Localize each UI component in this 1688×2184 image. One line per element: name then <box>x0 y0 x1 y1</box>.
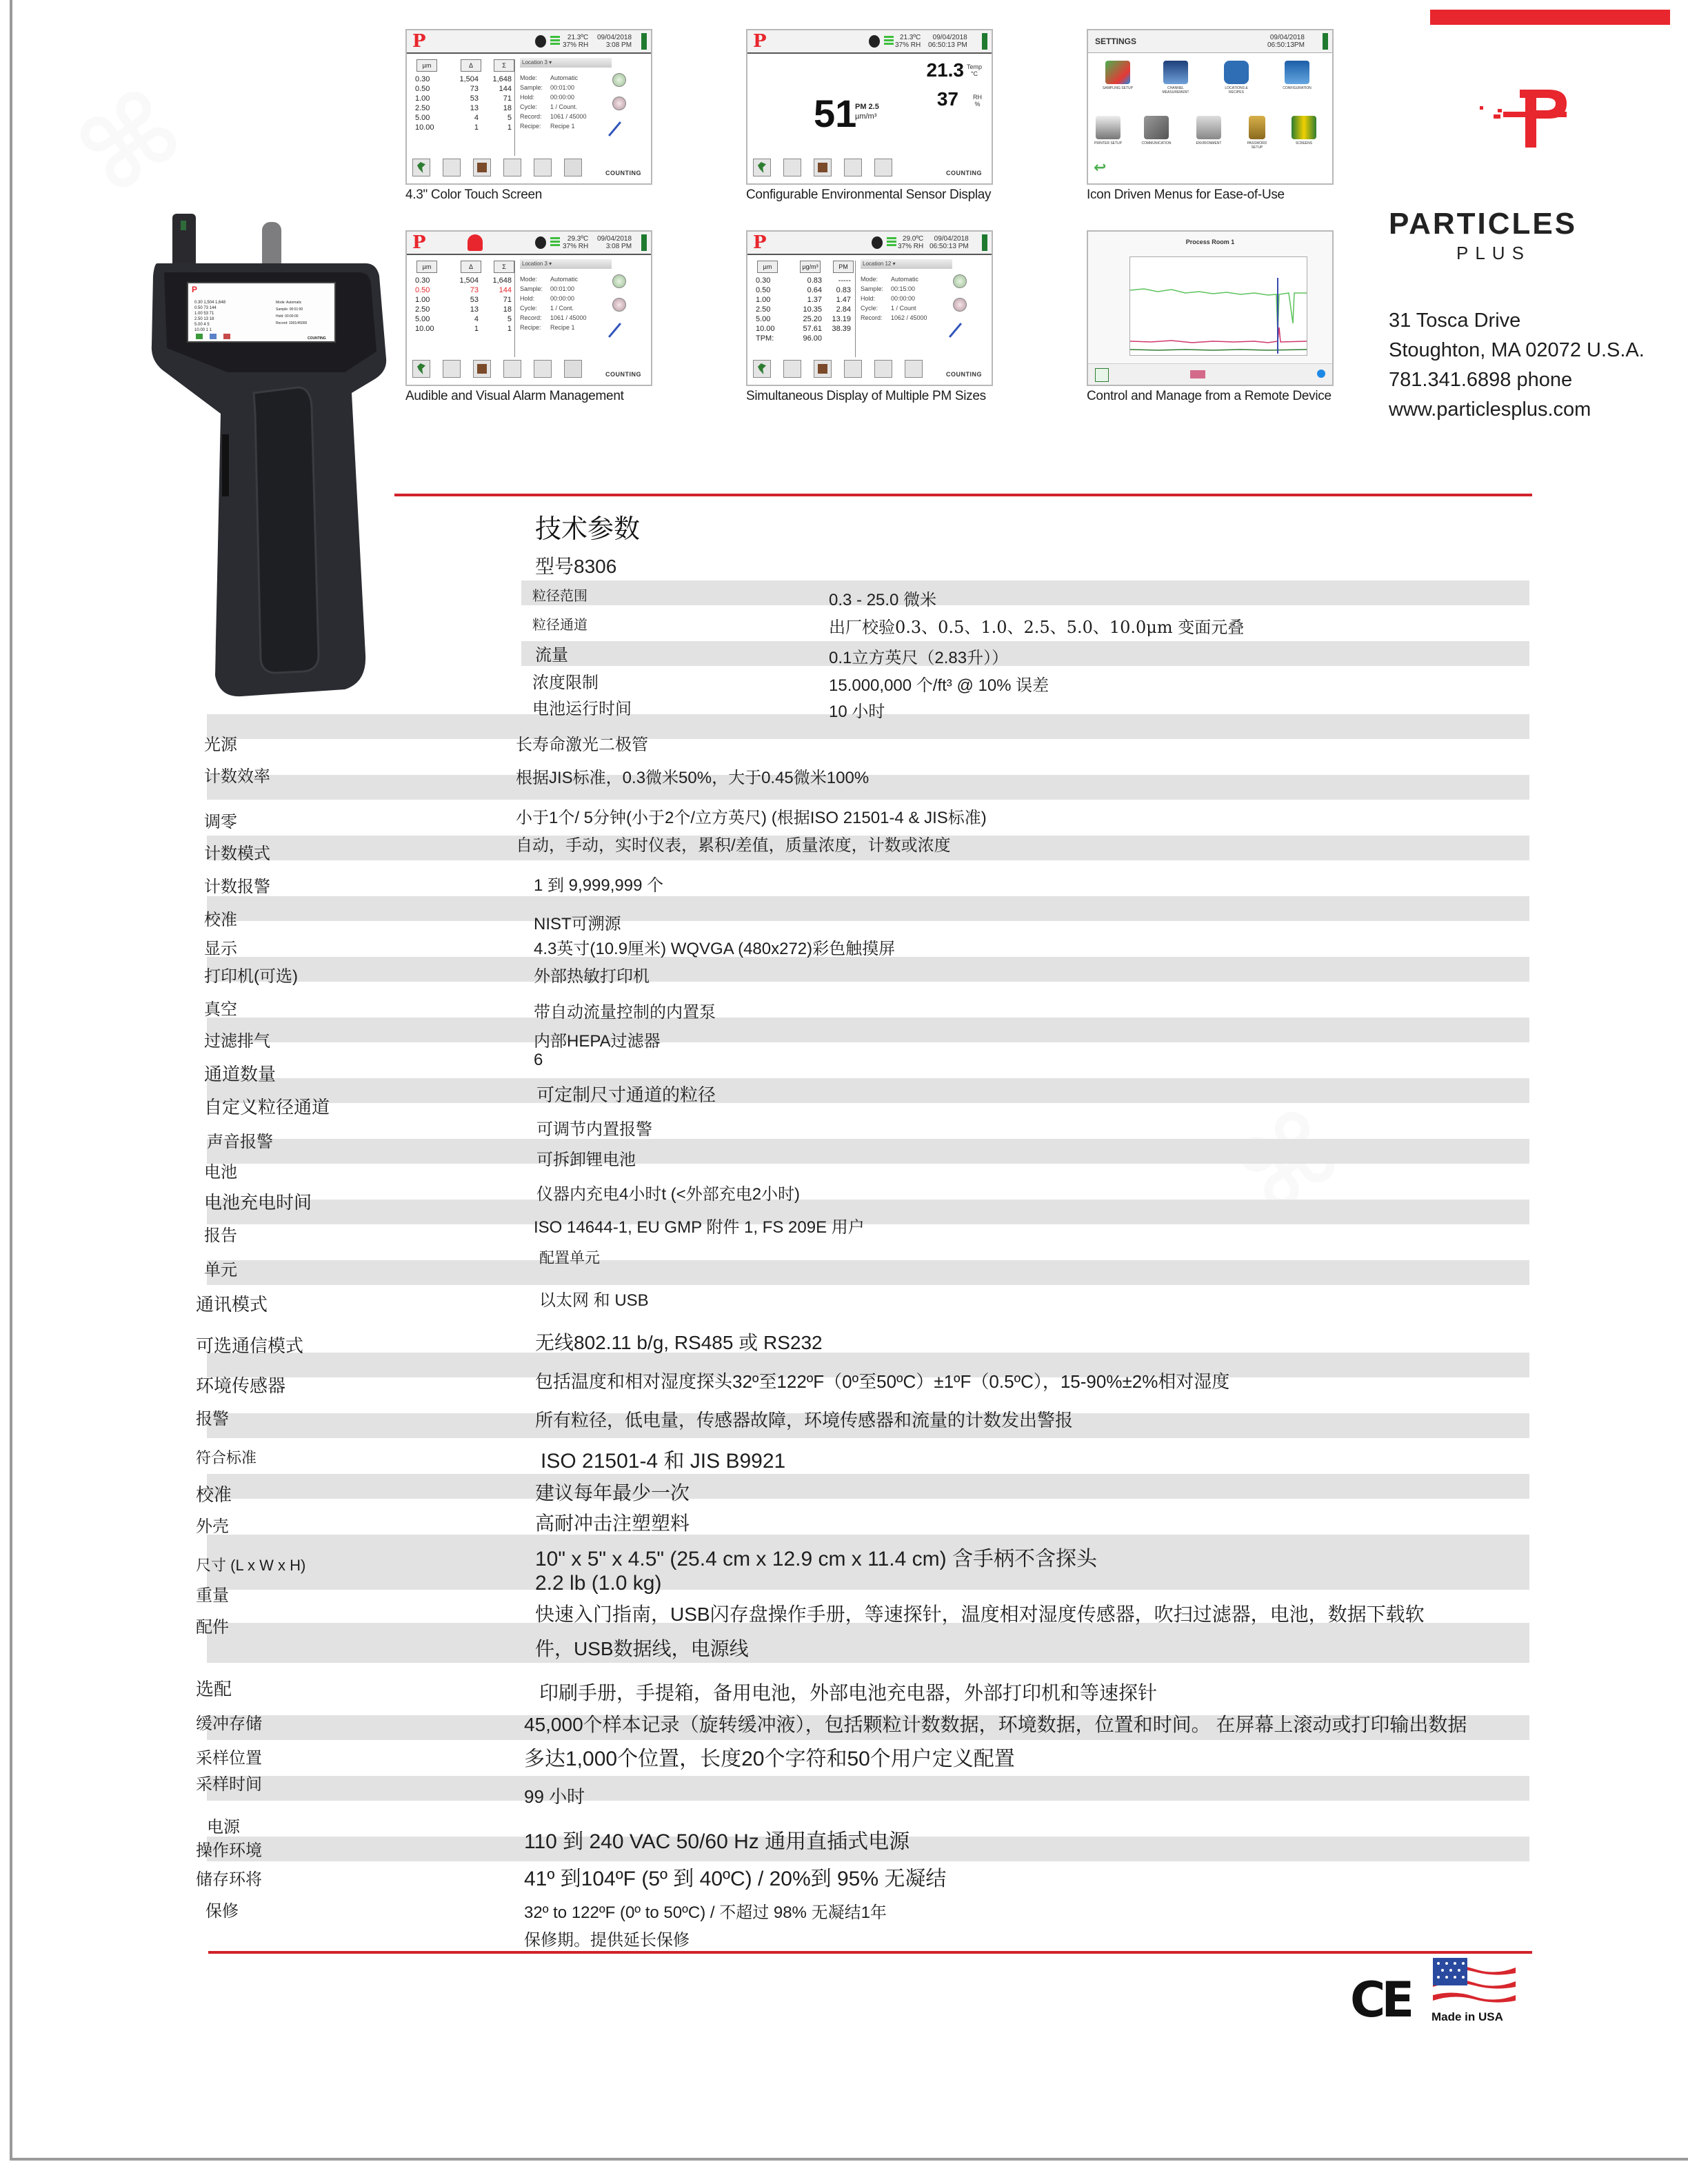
spec-key: 显示 <box>204 940 237 958</box>
particles-plus-logo-icon: P <box>412 232 426 253</box>
temp-unit: Temp °C <box>966 63 982 77</box>
row-band <box>207 1018 1529 1042</box>
run-button[interactable] <box>753 159 771 176</box>
datetime: 09/04/2018 06:50:13 PM <box>928 34 967 49</box>
spec-key: 操作环境 <box>196 1841 262 1860</box>
svg-text:COUNTING: COUNTING <box>308 336 326 341</box>
brand-subtitle: PLUS <box>1456 243 1531 263</box>
spec-key: 报警 <box>196 1410 229 1428</box>
sampling-setup-icon[interactable]: SAMPLING SETUP <box>1102 61 1134 90</box>
location-dropdown[interactable]: Location 3 ▾ <box>520 259 612 269</box>
spec-value: 99 小时 <box>524 1786 585 1807</box>
temp-value: 21.3 <box>926 59 964 81</box>
sum-column: 1,648 144 71 18 5 1 <box>492 75 512 132</box>
settings-gear-button[interactable] <box>534 360 552 378</box>
spec-key: 光源 <box>204 736 237 754</box>
unit-button[interactable]: µm <box>416 59 437 72</box>
run-button[interactable] <box>412 360 430 378</box>
sensor-dot-icon <box>535 35 546 48</box>
spec-value: 41º 到104ºF (5º 到 40ºC) / 20%到 95% 无凝结 <box>524 1868 947 1890</box>
spec-key: 声音报警 <box>207 1133 273 1151</box>
row-band <box>521 641 1529 666</box>
row-band <box>207 1200 1529 1224</box>
screens-icon[interactable]: SCREENS <box>1288 116 1320 145</box>
flow-lines-icon <box>550 237 560 247</box>
report-button[interactable] <box>844 159 862 176</box>
info-icon[interactable] <box>1317 370 1325 378</box>
spec-key: 单元 <box>204 1261 237 1280</box>
stop-button[interactable] <box>814 159 832 176</box>
battery-icon <box>641 234 647 251</box>
report-button[interactable] <box>503 159 521 176</box>
spec-value: 32º to 122ºF (0º to 50ºC) / 不超过 98% 无凝结1年 <box>524 1903 887 1922</box>
spec-value: 配置单元 <box>539 1249 601 1266</box>
spec-value: 10 小时 <box>829 702 885 721</box>
locations-recipes-icon[interactable]: LOCATIONS & RECIPES <box>1220 61 1252 94</box>
chart-button[interactable] <box>443 360 461 378</box>
datetime: 09/04/2018 06:50:13 PM <box>930 235 969 250</box>
particles-button[interactable] <box>564 159 582 176</box>
made-in-usa-label: Made in USA <box>1431 2010 1503 2023</box>
stop-button[interactable] <box>814 360 832 378</box>
spec-value: 无线802.11 b/g, RS485 或 RS232 <box>535 1332 823 1353</box>
run-button[interactable] <box>753 360 771 378</box>
spec-value: 印刷手册，手提箱，备用电池，外部电池充电器，外部打印机和等速探针 <box>539 1682 1158 1703</box>
screenshot-caption: Configurable Environmental Sensor Display <box>746 188 992 202</box>
device-screen <box>405 29 652 185</box>
run-button[interactable] <box>412 159 430 176</box>
brand-name: PARTICLES <box>1389 207 1578 241</box>
svg-text:Hold: 00:00:00: Hold: 00:00:00 <box>276 314 299 318</box>
stop-button[interactable] <box>473 360 491 378</box>
size-column: 0.30 0.50 1.00 2.50 5.00 10.00 <box>415 75 434 132</box>
spec-key: 储存环将 <box>196 1870 262 1889</box>
datetime: 09/04/2018 06:50:13PM <box>1267 34 1305 49</box>
address-street: 31 Tosca Drive <box>1389 310 1521 332</box>
sample-info: Mode: Automatic Sample: 00:01:00 Hold: 00:00:00 Cycle: 1 / Cont. Record: 1061 / 45000 Recipe: Recipe 1 <box>520 276 587 331</box>
screenshot-color-touch-screen <box>405 29 654 203</box>
sensor-dot-icon <box>535 236 546 249</box>
spec-value: 0.3 - 25.0 微米 <box>829 591 937 609</box>
spec-key: 配件 <box>196 1618 229 1637</box>
settings-gear-button[interactable] <box>874 159 892 176</box>
spec-value: 根据JIS标准，0.3微米50%，大于0.45微米100% <box>516 769 870 787</box>
alarm-bell-icon[interactable] <box>468 234 483 251</box>
spec-value: 以太网 和 USB <box>539 1291 649 1310</box>
back-arrow-icon[interactable]: ↩ <box>1094 159 1107 176</box>
spec-key: 符合标准 <box>196 1449 257 1466</box>
screenshot-caption: Icon Driven Menus for Ease-of-Use <box>1087 188 1285 202</box>
svg-text:0.50 73 144: 0.50 73 144 <box>194 306 217 310</box>
address-phone: 781.341.6898 phone <box>1389 369 1573 391</box>
spec-key: 电池 <box>204 1163 237 1182</box>
sensor-dot-icon <box>872 236 883 249</box>
spec-key: 校准 <box>196 1484 232 1505</box>
spec-value: 内部HEPA过滤器 <box>534 1032 661 1051</box>
spec-key: 尺寸 (L x W x H) <box>196 1557 306 1574</box>
sum-column: 1,648 144 71 18 5 1 <box>492 276 512 333</box>
spec-key: 电池运行时间 <box>532 700 632 718</box>
spec-key: 流量 <box>535 646 568 665</box>
ce-mark-icon: CE <box>1350 1972 1411 2028</box>
page-border-bottom <box>10 2158 1688 2161</box>
company-address <box>1389 306 1645 425</box>
pm-label: PM 2.5 µm/m³ <box>855 103 879 121</box>
plus-button[interactable] <box>612 73 626 87</box>
plus-button[interactable] <box>953 274 967 288</box>
settings-gear-button[interactable] <box>534 159 552 176</box>
status-bar <box>407 232 651 255</box>
svg-text:0.30 1,504 1,648: 0.30 1,504 1,648 <box>194 301 226 305</box>
counting-status: COUNTING <box>946 371 982 378</box>
location-dropdown[interactable]: Location 3 ▾ <box>520 58 612 68</box>
spec-value-continued: 保修期。提供延长保修 <box>524 1931 690 1950</box>
address-city: Stoughton, MA 02072 U.S.A. <box>1389 339 1645 361</box>
top-red-accent-bar <box>1430 10 1670 25</box>
device-screen <box>746 230 993 386</box>
spec-value: 2.2 lb (1.0 kg) <box>535 1572 662 1595</box>
edit-pencil-icon[interactable] <box>949 323 962 338</box>
particles-plus-logo-icon <box>1473 79 1569 148</box>
spec-value-continued: 件，USB数据线，电源线 <box>535 1638 749 1659</box>
env-readout: 21.3ºC 37% RH <box>895 34 921 49</box>
spec-value: 6 <box>534 1051 543 1069</box>
minus-button[interactable] <box>612 97 626 110</box>
delta-column: 1,504 73 53 13 4 1 <box>459 276 479 333</box>
flow-lines-icon <box>887 237 896 247</box>
spec-key: 报告 <box>204 1226 237 1245</box>
size-column: 0.30 0.50 1.00 2.50 5.00 10.00 <box>415 276 434 333</box>
device-screen <box>405 230 652 386</box>
settings-title: SETTINGS <box>1095 37 1137 46</box>
svg-text:Sample: 00:01:00: Sample: 00:01:00 <box>276 307 303 312</box>
spec-value: 小于1个/ 5分钟(小于2个/立方英尺) (根据ISO 21501-4 & JIS标准) <box>516 809 987 827</box>
footer-divider <box>208 1951 1532 1954</box>
unit-button[interactable]: µm <box>757 261 778 273</box>
status-bar <box>747 30 992 54</box>
env-readout: 21.3ºC 37% RH <box>563 34 589 49</box>
spec-key: 重量 <box>196 1586 229 1605</box>
battery-icon <box>982 234 987 251</box>
spec-value: 建议每年最少一次 <box>535 1482 690 1504</box>
mass-toggle-button[interactable] <box>905 360 923 378</box>
spec-value: 包括温度和相对湿度探头32º至122ºF（0º至50ºC）±1ºF（0.5ºC），15-90%±2%相对湿度 <box>535 1371 1230 1392</box>
communication-icon[interactable]: COMMUNICATION <box>1141 116 1172 145</box>
spec-value: 可定制尺寸通道的粒径 <box>536 1084 716 1105</box>
spec-key: 通讯模式 <box>196 1294 268 1315</box>
row-band <box>207 1139 1529 1164</box>
spec-value: 110 到 240 VAC 50/60 Hz 通用直插式电源 <box>524 1830 910 1853</box>
run-button[interactable] <box>1095 368 1109 382</box>
row-band <box>207 957 1529 982</box>
edit-pencil-icon[interactable] <box>608 323 621 338</box>
particles-plus-logo-icon: P <box>753 31 767 52</box>
spec-value: 高耐冲击注塑塑料 <box>535 1513 690 1534</box>
battery-icon <box>982 33 987 50</box>
spec-value: 外部热敏打印机 <box>534 967 650 986</box>
spec-key: 计数报警 <box>204 878 270 896</box>
report-button[interactable] <box>503 360 521 378</box>
address-website[interactable]: www.particlesplus.com <box>1389 398 1591 421</box>
spec-value: ISO 21501-4 和 JIS B9921 <box>541 1450 786 1473</box>
settings-gear-button[interactable] <box>874 360 892 378</box>
rh-value: 37 <box>936 88 958 110</box>
spec-key: 粒径通道 <box>532 618 587 633</box>
configuration-icon[interactable]: CONFIGURATION <box>1281 61 1313 90</box>
remote-app-window <box>1087 230 1334 386</box>
flow-lines-icon <box>884 36 894 46</box>
screenshot-caption: 4.3" Color Touch Screen <box>405 188 543 202</box>
env-readout: 29.0ºC 37% RH <box>898 235 924 250</box>
chart-button[interactable] <box>783 159 801 176</box>
sum-button[interactable]: Σ <box>494 261 514 273</box>
sensor-dot-icon <box>869 35 880 48</box>
spec-key: 过滤排气 <box>204 1032 270 1051</box>
spec-value: 0.1立方英尺（2.83升）） <box>829 649 1009 667</box>
screenshot-pm-sizes <box>746 230 994 404</box>
svg-text:P: P <box>192 285 198 294</box>
svg-text:5.00 4 5: 5.00 4 5 <box>194 323 210 327</box>
status-bar <box>1088 30 1332 53</box>
delta-button[interactable]: Δ <box>461 261 481 273</box>
spec-key: 缓冲存储 <box>196 1715 262 1733</box>
spec-title: 技术参数 <box>535 515 641 544</box>
spec-key: 电源 <box>207 1818 240 1837</box>
spec-key: 选配 <box>196 1679 232 1699</box>
screenshot-settings-menu <box>1087 29 1335 203</box>
divider <box>514 261 515 357</box>
spec-value: 45,000个样本记录（旋转缓冲液），包括颗粒计数数据，环境数据，位置和时间。 在屏幕上滚动或打印输出数据 <box>524 1714 1467 1735</box>
spec-key: 粒径范围 <box>532 589 587 604</box>
minus-button[interactable] <box>612 298 626 312</box>
svg-text:10.00 1 1: 10.00 1 1 <box>194 328 212 332</box>
delta-column: 1,504 73 53 13 4 1 <box>459 75 479 132</box>
env-readout: 29.3ºC 37% RH <box>563 235 589 250</box>
spec-value: 4.3英寸(10.9厘米) WQVGA (480x272)彩色触摸屏 <box>534 940 896 958</box>
sample-info: Mode: Automatic Sample: 00:01:00 Hold: 00:00:00 Cycle: 1 / Count. Record: 1061 / 45000 Recipe: Recipe 1 <box>520 74 587 130</box>
flow-lines-icon <box>550 36 560 46</box>
mass-column: 0.83 0.64 1.37 10.35 25.20 57.61 96.00 <box>803 276 822 343</box>
row-band <box>207 1260 1529 1285</box>
delta-button[interactable]: Δ <box>461 59 481 72</box>
spec-key: 调零 <box>204 813 237 831</box>
spec-value: NIST可溯源 <box>534 915 621 933</box>
spec-value: 15.000,000 个/ft³ @ 10% 误差 <box>829 676 1049 695</box>
sample-info: Mode: Automatic Sample: 00:15:00 Hold: 00:00:00 Cycle: 1 / Count Record: 1062 / 45000 <box>861 276 927 321</box>
report-button[interactable] <box>844 360 862 378</box>
spec-value: 仪器内充电4小时t (<外部充电2小时) <box>536 1185 801 1204</box>
counting-status: COUNTING <box>605 371 641 378</box>
device-screen <box>1087 29 1334 185</box>
pm-button[interactable]: PM <box>833 261 854 273</box>
spec-value: 1 到 9,999,999 个 <box>534 876 664 895</box>
screenshot-environmental-display <box>746 29 994 203</box>
edit-pencil-icon[interactable] <box>608 121 621 136</box>
spec-value: 可调节内置报警 <box>536 1120 652 1139</box>
divider <box>514 59 515 156</box>
status-bar <box>747 232 992 255</box>
status-bar <box>407 30 651 54</box>
usa-flag-icon <box>1433 1958 1516 2009</box>
datetime: 09/04/2018 3:08 PM <box>597 34 632 49</box>
location-dropdown[interactable]: Location 12 ▾ <box>861 259 952 269</box>
row-band <box>207 1474 1529 1499</box>
spec-key: 采样时间 <box>196 1775 262 1794</box>
screenshot-remote-device <box>1087 230 1335 404</box>
datetime: 09/04/2018 3:08 PM <box>597 235 632 250</box>
mass-button[interactable]: µg/m³ <box>800 261 821 273</box>
battery-icon <box>1323 33 1328 50</box>
spec-value: 长寿命激光二极管 <box>516 736 648 754</box>
environment-icon[interactable]: ENVIRONMENT <box>1193 116 1225 145</box>
model-number: 型号8306 <box>535 556 617 577</box>
svg-text:Record: 1061/45000: Record: 1061/45000 <box>276 321 308 325</box>
particle-counter-device-photo <box>138 207 400 703</box>
stop-button[interactable] <box>1190 370 1205 378</box>
spec-value: 快速入门指南，USB闪存盘操作手册，等速探针，温度相对湿度传感器，吹扫过滤器，电池，数据下载软 <box>535 1604 1425 1625</box>
row-band <box>207 1776 1529 1801</box>
spec-value: ISO 14644-1, EU GMP 附件 1, FS 209E 用户 <box>534 1218 865 1237</box>
minus-button[interactable] <box>953 298 967 312</box>
spec-value: 带自动流量控制的内置泵 <box>534 1003 716 1022</box>
printer-setup-icon[interactable]: PRINTER SETUP <box>1092 116 1124 145</box>
stop-button[interactable] <box>473 159 491 176</box>
channel-measurement-icon[interactable]: CHANNEL MEASUREMENT <box>1160 61 1192 94</box>
trend-chart <box>1129 256 1307 356</box>
page-border-left <box>10 0 12 2158</box>
spec-key: 打印机(可选) <box>204 967 298 986</box>
spec-key: 采样位置 <box>196 1749 262 1768</box>
svg-text:2.50 13 18: 2.50 13 18 <box>194 317 214 321</box>
chart-title: Process Room 1 <box>1185 239 1235 245</box>
spec-key: 自定义粒径通道 <box>204 1097 330 1118</box>
chart-button[interactable] <box>783 360 801 378</box>
screenshot-caption: Audible and Visual Alarm Management <box>405 389 624 403</box>
watermark <box>57 66 205 219</box>
svg-text:1.00 53 71: 1.00 53 71 <box>194 312 214 316</box>
particles-button[interactable] <box>564 360 582 378</box>
screenshot-caption: Control and Manage from a Remote Device <box>1087 389 1332 403</box>
battery-icon <box>641 33 647 50</box>
pm-value: 51 <box>814 92 857 135</box>
counting-status: COUNTING <box>605 170 641 176</box>
spec-value: 出厂校验0.3、0.5、1.0、2.5、5.0、10.0μm 变面元叠 <box>829 618 1245 637</box>
password-setup-icon[interactable]: PASSWORD SETUP <box>1241 116 1273 150</box>
row-band <box>521 580 1529 605</box>
size-column: 0.30 0.50 1.00 2.50 5.00 10.00 TPM: <box>756 276 775 343</box>
spec-key: 计数模式 <box>204 845 270 863</box>
device-screen <box>746 29 993 185</box>
sum-button[interactable]: Σ <box>494 59 514 72</box>
spec-key: 计数效率 <box>204 767 270 786</box>
spec-value: 可拆卸锂电池 <box>536 1151 636 1169</box>
spec-key: 校准 <box>204 911 237 929</box>
particles-plus-logo-icon: P <box>412 31 426 52</box>
screenshot-alarm-management <box>405 230 654 404</box>
section-divider <box>394 494 1532 496</box>
spec-value: 所有粒径，低电量，传感器故障，环境传感器和流量的计数发出警报 <box>535 1410 1074 1430</box>
row-band <box>207 1078 1529 1103</box>
spec-value: 10" x 5" x 4.5" (25.4 cm x 12.9 cm x 11.4 cm) 含手柄不含探头 <box>535 1548 1097 1570</box>
spec-value: 自动，手动，实时仪表，累积/差值，质量浓度，计数或浓度 <box>516 836 951 855</box>
particles-plus-logo-icon: P <box>753 232 767 253</box>
rh-unit: RH % <box>973 94 982 108</box>
svg-text:Mode: Automatic: Mode: Automatic <box>276 301 302 305</box>
spec-key: 真空 <box>204 1000 237 1019</box>
screenshot-caption: Simultaneous Display of Multiple PM Sizes <box>746 389 986 403</box>
pm-column: ----- 0.83 1.47 2.84 13.19 38.39 <box>832 276 851 333</box>
spec-key: 可选通信模式 <box>196 1335 304 1356</box>
divider <box>855 261 856 357</box>
spec-key: 浓度限制 <box>532 674 599 692</box>
spec-key: 环境传感器 <box>196 1375 286 1396</box>
spec-value: 多达1,000个位置，长度20个字符和50个用户定义配置 <box>524 1748 1015 1770</box>
spec-key: 电池充电时间 <box>204 1192 312 1213</box>
row-band <box>207 896 1529 921</box>
plus-button[interactable] <box>612 274 626 288</box>
counting-status: COUNTING <box>946 170 982 176</box>
spec-key: 通道数量 <box>204 1064 277 1084</box>
row-band <box>207 1623 1529 1663</box>
unit-button[interactable]: µm <box>416 261 437 273</box>
chart-button[interactable] <box>443 159 461 176</box>
spec-key: 外壳 <box>196 1517 229 1536</box>
spec-key: 保修 <box>205 1902 239 1921</box>
remote-toolbar <box>1088 363 1332 385</box>
